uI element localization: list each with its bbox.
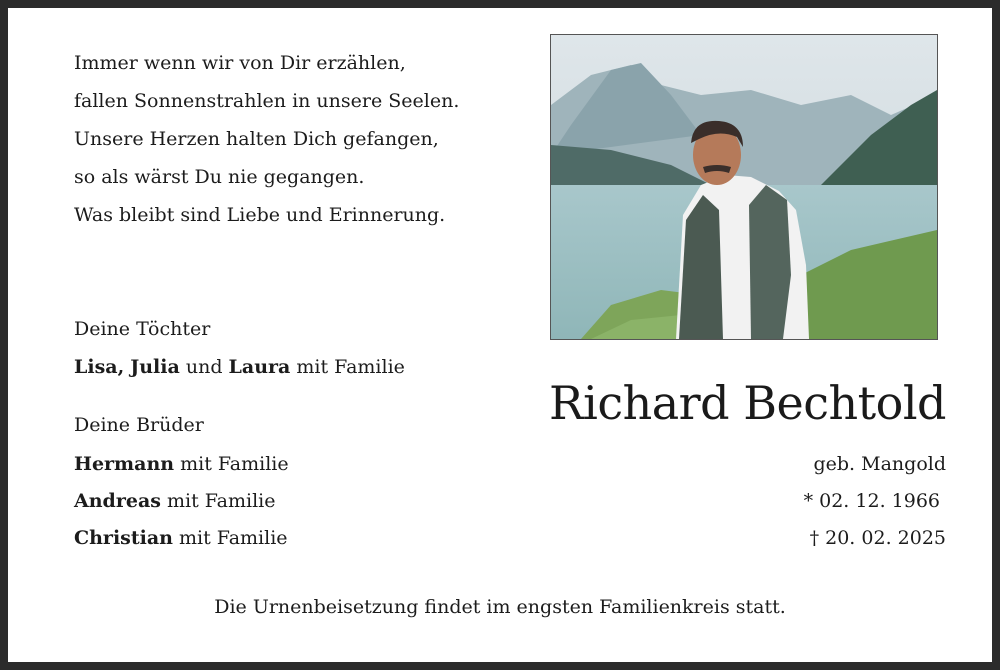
poem-line: Unsere Herzen halten Dich gefangen, (74, 128, 439, 150)
memorial-poem (74, 44, 459, 234)
family-suffix: mit Familie (167, 490, 276, 512)
deceased-name: Richard Bechtold (549, 376, 946, 430)
poem-line: fallen Sonnenstrahlen in unsere Seelen. (74, 90, 460, 112)
daughters-line (74, 356, 405, 378)
brother-name: Christian (74, 527, 173, 549)
birth-date: * 02. 12. 1966 (803, 490, 940, 512)
daughter-name: Julia (130, 356, 180, 378)
brothers-heading: Deine Brüder (74, 414, 204, 436)
daughters-heading: Deine Töchter (74, 318, 211, 340)
obituary-card (8, 8, 992, 662)
family-suffix: mit Familie (179, 527, 288, 549)
poem-line: Immer wenn wir von Dir erzählen, (74, 52, 406, 74)
funeral-notice: Die Urnenbeisetzung findet im engsten Familienkreis statt. (214, 596, 786, 618)
brother-name: Andreas (74, 490, 161, 512)
daughter-name: Laura (228, 356, 291, 378)
family-suffix: mit Familie (296, 356, 405, 378)
family-suffix: mit Familie (180, 453, 289, 475)
daughter-name: Lisa, (74, 356, 125, 378)
conjunction: und (185, 356, 223, 378)
death-date: † 20. 02. 2025 (809, 527, 946, 549)
poem-line: so als wärst Du nie gegangen. (74, 166, 365, 188)
brother-line (74, 490, 275, 512)
brother-line (74, 453, 289, 475)
poem-line: Was bleibt sind Liebe und Erinnerung. (74, 204, 446, 226)
brother-name: Hermann (74, 453, 175, 475)
brother-line (74, 527, 288, 549)
portrait-photo (550, 34, 938, 340)
birth-name: geb. Mangold (813, 453, 946, 475)
